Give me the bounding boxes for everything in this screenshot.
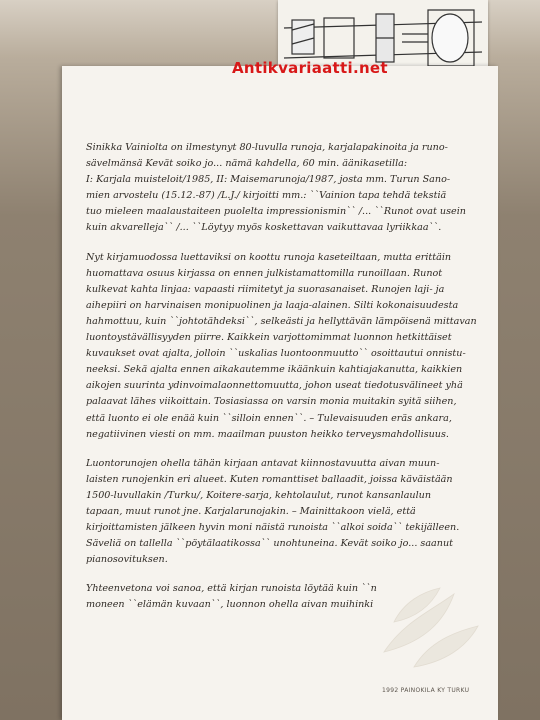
paragraph-3	[86, 456, 486, 569]
text-line: huomattava osuus kirjassa on ennen julkistamattomilla runoillaan. Runot	[86, 267, 443, 279]
book-back-cover	[62, 66, 498, 720]
blurb-text	[86, 140, 486, 627]
text-line: Sinikka Vainiolta on ilmestynyt 80-luvulla runoja, karjalapakinoita ja runo-	[86, 142, 448, 153]
printer-imprint: 1992 PAINOKILA KY TURKU	[382, 687, 470, 694]
text-line: tapaan, muut runot jne. Karjalarunojakin. – Mainittakoon vielä, että	[86, 505, 416, 517]
text-line: palaavat lähes viikoittain. Tosiasiassa on varsin monia muitakin syitä siihen,	[86, 396, 457, 408]
paragraph-1	[86, 140, 486, 237]
text-line: tuo mieleen maalaustaiteen puolelta impressionismin`` /... ``Runot ovat usein	[86, 206, 466, 218]
text-line: sävelmänsä Kevät soiko jo... nämä kahdella, 60 min. äänikasetilla:	[86, 158, 408, 170]
text-line: negatiivinen viesti on mm. maailman puuston heikko terveysmahdollisuus.	[86, 428, 449, 440]
paragraph-2	[86, 250, 486, 443]
text-line: aikojen suurinta ydinvoimalaonnettomuutta, johon useat tiedotusvälineet yhä	[86, 380, 463, 392]
text-line: Nyt kirjamuodossa luettaviksi on koottu runoja kaseteiltaan, mutta erittäin	[86, 251, 452, 263]
text-line: Säveliä on tallella ``pöytälaatikossa`` unohtuneina. Kevät soiko jo... saanut	[86, 538, 453, 550]
text-line: kirjoittamisten jälkeen hyvin moni näistä runoista ``alkoi soida`` tekijälleen.	[86, 522, 460, 534]
text-line: mien arvostelu (15.12.-87) /L.J./ kirjoitti mm.: ``Vainion tapa tehdä tekstiä	[86, 190, 447, 202]
text-line: pianosovituksen.	[86, 554, 168, 566]
text-line: laisten runojenkin eri alueet. Kuten romanttiset ballaadit, joissa käväistään	[86, 473, 453, 485]
text-line: Yhteenvetona voi sanoa, että kirjan runoista löytää kuin ``n	[86, 583, 377, 595]
text-line: 1500-luvullakin /Turku/, Koitere-sarja, kehtolaulut, runot kansanlaulun	[86, 489, 432, 501]
watermark-text: Antikvariaatti.net	[232, 59, 388, 77]
text-line: I: Karjala muisteloit/1985, II: Maisemarunoja/1987, josta mm. Turun Sano-	[86, 174, 451, 186]
text-line: neeksi. Sekä ajalta ennen aikakautemme ikäänkuin kahtiajakanutta, kaikkien	[86, 364, 463, 376]
text-line: moneen ``elämän kuvaan``, luonnon ohella aivan muihinki	[86, 599, 374, 611]
text-line: aihepiiri on harvinaisen monipuolinen ja laaja-alainen. Silti kokonaisuudesta	[86, 299, 459, 311]
text-line: hahmottuu, kuin ``johtotähdeksi``, selkeästi ja hellyttävän lämpöisenä mittavan	[86, 315, 477, 327]
leaf-ornament-icon	[374, 582, 484, 672]
text-line: kulkevat kahta linjaa: vapaasti riimitetyt ja suorasanaiset. Runojen laji- ja	[86, 283, 445, 295]
text-line: kuvaukset ovat ajalta, jolloin ``uskalias luontoonmuutto`` osoittautui onnistu-	[86, 348, 466, 360]
text-line: Luontorunojen ohella tähän kirjaan antavat kiinnostavuutta aivan muun-	[86, 457, 440, 469]
text-line: että luonto ei ole enää kuin ``silloin ennen``. – Tulevaisuuden eräs ankara,	[86, 412, 452, 424]
text-line: kuin akvarelleja`` /... ``Löytyy myös koskettavan vaikuttavaa lyriikkaa``.	[86, 222, 442, 234]
text-line: luontoystävällisyyden piirre. Kaikkein varjottomimmat luonnon hetkittäiset	[86, 332, 452, 344]
